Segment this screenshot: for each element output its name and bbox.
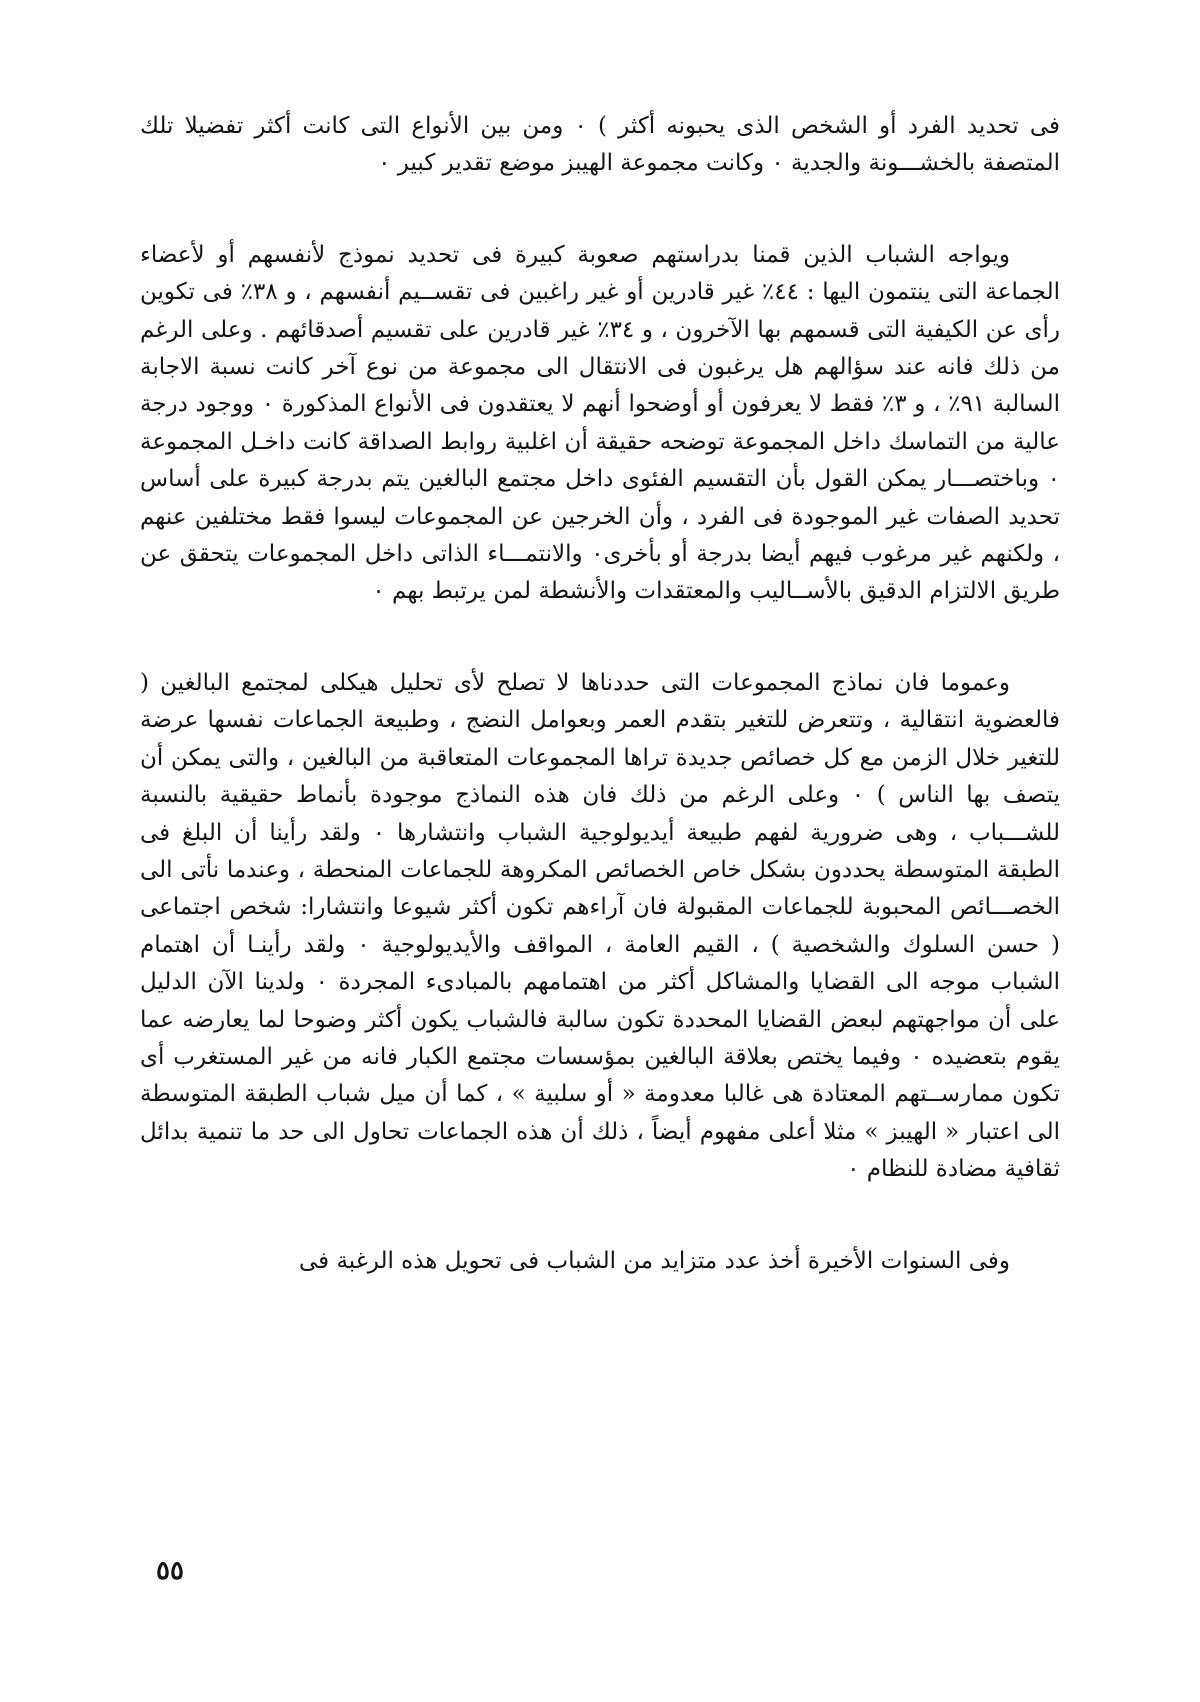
paragraph-3: وعموما فان نماذج المجموعات التى حددناها لا تصلح لأى تحليل هيكلى لمجتمع البالغين ( فالعضوية انتقالية ، وتتعرض للتغير بتقدم العمر وبعوامل النضج ، وطبيعة الجماعات نفسها عرضة للتغير خلال الزمن مع كل خصائص جديدة تراها المجموعات المتعاقبة من البالغين ، والتى يمكن أن يتصف بها الناس ) ٠ وعلى الرغم من ذلك فان هذه النماذج موجودة بأنماط حقيقية بالنسبة للشـــباب ، وهى ضرورية لفهم طبيعة أيديولوجية الشباب وانتشارها ٠ ولقد رأينا أن البلغ فى الطبقة المتوسطة يحددون بشكل خاص الخصائص المكروهة للجماعات المنحطة ، وعندما نأتى الى الخصـــائص المحبوبة للجماعات المقبولة فان آراءهم تكون أكثر شيوعا وانتشارا: شخص اجتماعى ( حسن السلوك والشخصية ) ، القيم العامة ، المواقف والأيديولوجية ٠ ولقد رأينـا أن اهتمام الشباب موجه الى القضايا والمشاكل أكثر من اهتمامهم بالمبادىء المجردة ٠ ولدينا الآن الدليل على أن مواجهتهم لبعض القضايا المحددة تكون سالبة فالشباب يكون أكثر وضوحا لما يعارضه عما يقوم بتعضيده ٠ وفيما يختص بعلاقة البالغين بمؤسسات مجتمع الكبار فانه من غير المستغرب أى تكون ممارســتهم المعتادة هى غالبا معدومة « أو سلبية » ، كما أن ميل شباب الطبقة المتوسطة الى اعتبار « الهيبز » مثلا أعلى مفهوم أيضاً ، ذلك أن هذه الجماعات تحاول الى حد ما تنمية بدائل ثقافية مضادة للنظام ٠ xyxy=(140,669,1061,1183)
page-number: ٥٥ xyxy=(156,1556,184,1586)
paragraph-4: وفى السنوات الأخيرة أخذ عدد متزايد من الشباب فى تحويل هذه الرغبة فى xyxy=(299,1247,1010,1274)
paragraph-2: ويواجه الشباب الذين قمنا بدراستهم صعوبة كبيرة فى تحديد نموذج لأنفسهم أو لأعضاء الجماعة التى ينتمون اليها : ٤٤٪ غير قادرين أو غير راغبين فى تقســيم أنفسهم ، و ٣٨٪ فى تكوين رأى عن الكيفية التى قسمهم بها الآخرون ، و ٣٤٪ غير قادرين على تقسيم أصدقائهم . وعلى الرغم من ذلك فانه عند سؤالهم هل يرغبون فى الانتقال الى مجموعة من نوع آخر كانت نسبة الاجابة السالبة ٩١٪ ، و ٣٪ فقط لا يعرفون أو أوضحوا أنهم لا يعتقدون فى الأنواع المذكورة ٠ ووجود درجة عالية من التماسك داخل المجموعة توضحه حقيقة أن اغلبية روابط الصداقة كانت داخـل المجموعة ٠ وباختصـــار يمكن القول بأن التقسيم الفئوى داخل مجتمع البالغين يتم بدرجة كبيرة على أساس تحديد الصفات غير الموجودة فى الفرد ، وأن الخرجين عن المجموعات ليسوا فقط مختلفين عنهم ، ولكنهم غير مرغوب فيهم أيضا بدرجة أو بأخرى٠ والانتمـــاء الذاتى داخل المجموعات يتحقق عن طريق الالتزام الدقيق بالأســاليب والمعتقدات والأنشطة لمن يرتبط بهم ٠ xyxy=(140,241,1061,605)
page-body xyxy=(140,108,1060,1334)
paragraph-1: فى تحديد الفرد أو الشخص الذى يحبونه أكثر ) ٠ ومن بين الأنواع التى كانت أكثر تفضيلا تلك المتصفة بالخشـــونة والجدية ٠ وكانت مجموعة الهيبز موضع تقدير كبير ٠ xyxy=(140,113,1060,177)
